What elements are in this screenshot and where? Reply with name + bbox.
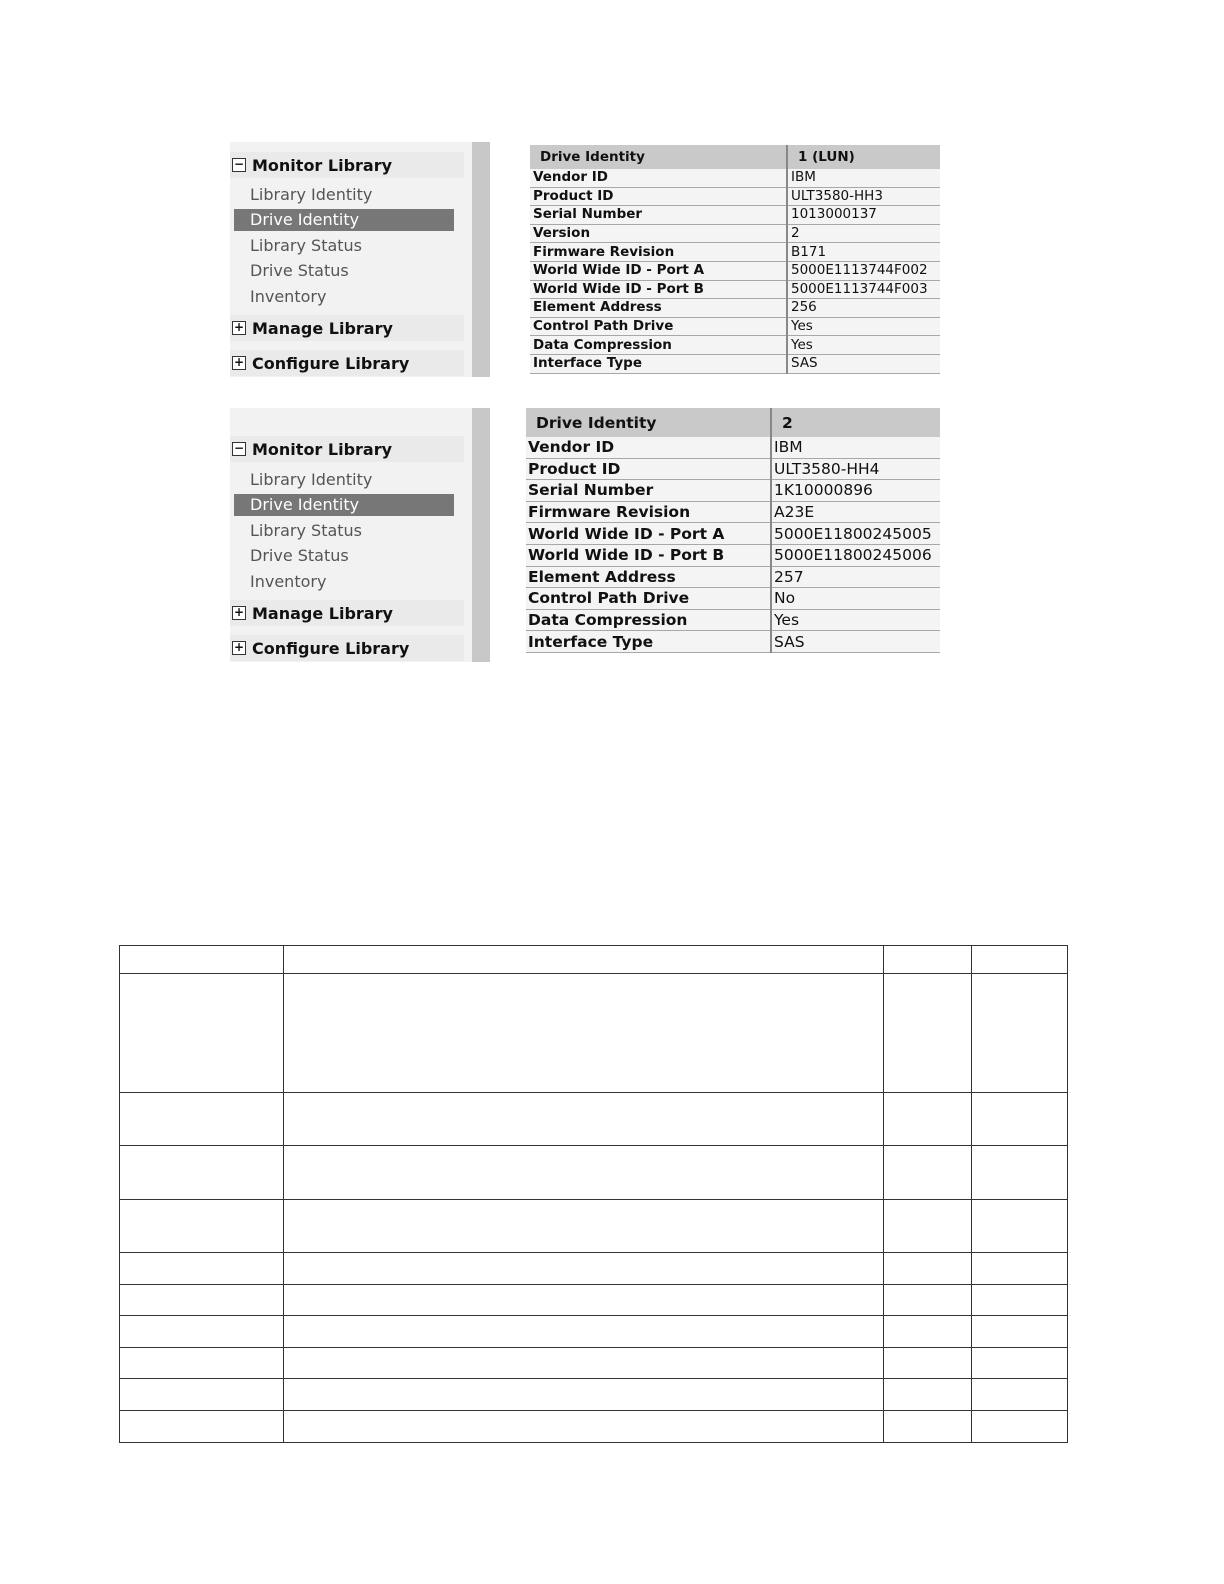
drive-identity-table-1 (530, 145, 940, 374)
property-value: 256 (787, 299, 940, 318)
collapse-icon[interactable]: − (233, 441, 245, 455)
property-value: IBM (771, 437, 940, 458)
nav-section-label: Monitor Library (252, 155, 393, 175)
table-row (120, 1146, 1068, 1200)
nav-item-inventory[interactable]: Inventory (250, 287, 327, 306)
table-row (526, 458, 940, 480)
table-row (530, 187, 940, 206)
property-name: Interface Type (530, 354, 787, 373)
table-row (530, 243, 940, 262)
navigation-panel-2 (230, 408, 490, 662)
table-row (530, 224, 940, 243)
property-name: Element Address (526, 566, 771, 588)
property-value: ULT3580-HH3 (787, 187, 940, 206)
nav-section-configure-library[interactable] (230, 635, 464, 661)
property-name: Data Compression (526, 609, 771, 631)
property-value: 5000E11800245005 (771, 523, 940, 545)
property-name: Control Path Drive (530, 317, 787, 336)
property-name: Product ID (526, 458, 771, 480)
property-value: 5000E1113744F003 (787, 280, 940, 299)
table-row (120, 1253, 1068, 1285)
property-value: IBM (787, 169, 940, 187)
table-row (530, 261, 940, 280)
expand-icon[interactable]: + (233, 605, 245, 619)
table-row (120, 1316, 1068, 1348)
property-name: World Wide ID - Port B (526, 544, 771, 566)
table-row (530, 336, 940, 355)
nav-section-label: Monitor Library (252, 439, 393, 459)
table-header-row (530, 145, 940, 169)
table-row (526, 588, 940, 610)
table-row (526, 566, 940, 588)
property-value: SAS (787, 354, 940, 373)
drive-identity-table-2 (526, 408, 940, 653)
nav-item-drive-identity[interactable]: Drive Identity (234, 494, 454, 516)
table-row (120, 1411, 1068, 1443)
header-key: Drive Identity (526, 408, 771, 437)
property-name: Firmware Revision (530, 243, 787, 262)
header-value: 1 (LUN) (787, 145, 940, 169)
property-name: Product ID (530, 187, 787, 206)
table-row (526, 544, 940, 566)
table-row (530, 317, 940, 336)
nav-section-manage-library[interactable] (230, 315, 464, 341)
property-name: Vendor ID (526, 437, 771, 458)
table-row (530, 280, 940, 299)
nav-section-label: Manage Library (252, 603, 393, 623)
table-row (530, 169, 940, 187)
property-value: Yes (787, 317, 940, 336)
nav-item-drive-status[interactable]: Drive Status (250, 261, 349, 280)
table-row (120, 1285, 1068, 1316)
property-name: Data Compression (530, 336, 787, 355)
nav-item-library-status[interactable]: Library Status (250, 236, 363, 255)
nav-scrollbar[interactable] (472, 142, 490, 377)
nav-item-inventory[interactable]: Inventory (250, 572, 327, 591)
property-name: Interface Type (526, 631, 771, 653)
property-value: 2 (787, 224, 940, 243)
property-name: Firmware Revision (526, 501, 771, 523)
expand-icon[interactable]: + (233, 355, 245, 369)
collapse-icon[interactable]: − (233, 157, 245, 171)
property-name: World Wide ID - Port B (530, 280, 787, 299)
property-value: B171 (787, 243, 940, 262)
expand-icon[interactable]: + (233, 320, 245, 334)
property-name: Element Address (530, 299, 787, 318)
table-row (526, 631, 940, 653)
table-row (526, 501, 940, 523)
nav-section-label: Manage Library (252, 318, 393, 338)
nav-scrollbar[interactable] (472, 408, 490, 662)
nav-item-library-status[interactable]: Library Status (250, 521, 363, 540)
empty-grid-table (119, 945, 1068, 1443)
nav-section-configure-library[interactable] (230, 350, 464, 376)
table-row (526, 437, 940, 458)
property-value: SAS (771, 631, 940, 653)
table-row (526, 480, 940, 502)
property-value: No (771, 588, 940, 610)
property-value: ULT3580-HH4 (771, 458, 940, 480)
nav-item-library-identity[interactable]: Library Identity (250, 185, 373, 204)
property-name: Serial Number (530, 206, 787, 225)
nav-section-label: Configure Library (252, 353, 410, 373)
table-row (530, 354, 940, 373)
table-row (120, 1093, 1068, 1146)
table-row (120, 1200, 1068, 1253)
table-row (120, 1348, 1068, 1379)
nav-section-label: Configure Library (252, 638, 410, 658)
property-name: Control Path Drive (526, 588, 771, 610)
property-value: Yes (787, 336, 940, 355)
property-name: Version (530, 224, 787, 243)
property-value: 1013000137 (787, 206, 940, 225)
nav-section-monitor-library[interactable] (230, 152, 464, 178)
header-key: Drive Identity (530, 145, 787, 169)
table-row (120, 946, 1068, 974)
nav-item-drive-status[interactable]: Drive Status (250, 546, 349, 565)
property-name: Serial Number (526, 480, 771, 502)
table-row (526, 609, 940, 631)
property-value: A23E (771, 501, 940, 523)
nav-section-monitor-library[interactable] (230, 436, 464, 462)
table-row (530, 299, 940, 318)
property-name: World Wide ID - Port A (530, 261, 787, 280)
table-header-row (526, 408, 940, 437)
property-value: 5000E11800245006 (771, 544, 940, 566)
property-name: Vendor ID (530, 169, 787, 187)
nav-section-manage-library[interactable] (230, 600, 464, 626)
property-value: 1K10000896 (771, 480, 940, 502)
property-value: Yes (771, 609, 940, 631)
header-value: 2 (771, 408, 940, 437)
expand-icon[interactable]: + (233, 640, 245, 654)
table-row (530, 206, 940, 225)
property-value: 257 (771, 566, 940, 588)
property-name: World Wide ID - Port A (526, 523, 771, 545)
table-row (120, 974, 1068, 1093)
nav-item-drive-identity[interactable]: Drive Identity (234, 209, 454, 231)
navigation-panel-1 (230, 142, 490, 377)
table-row (526, 523, 940, 545)
table-row (120, 1379, 1068, 1411)
nav-item-library-identity[interactable]: Library Identity (250, 470, 373, 489)
property-value: 5000E1113744F002 (787, 261, 940, 280)
